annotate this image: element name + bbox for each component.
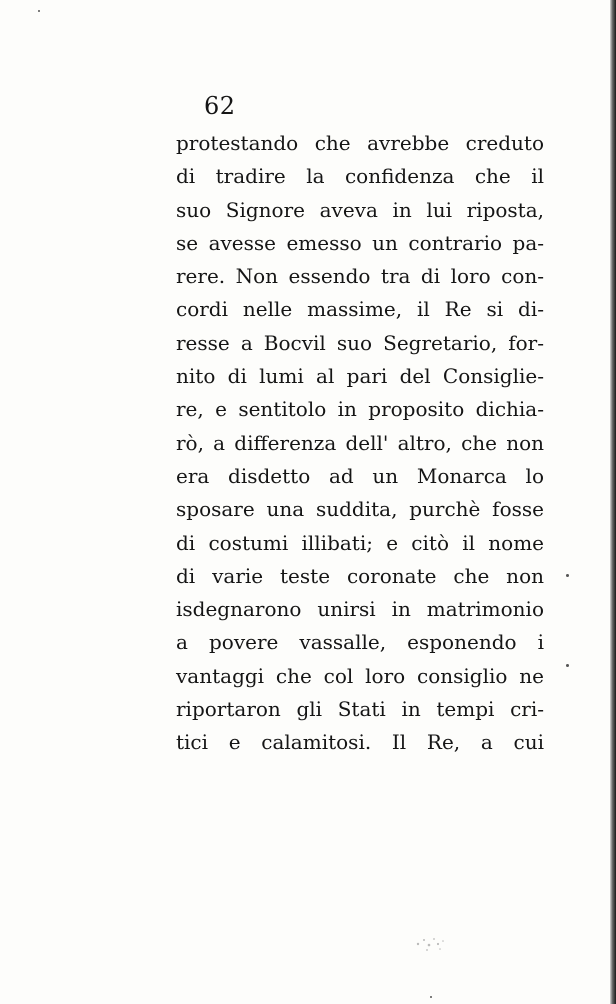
text-line: a povere vassalle, esponendo i bbox=[176, 630, 544, 655]
text-line: resse a Bocvil suo Segretario, for- bbox=[176, 330, 544, 355]
text-line: di costumi illibati; e citò il nome bbox=[176, 530, 544, 555]
paper-smudge bbox=[410, 930, 456, 956]
text-line: sposare una suddita, purchè fosse bbox=[176, 497, 544, 522]
ink-speck bbox=[566, 574, 569, 577]
page-edge-shadow bbox=[610, 0, 616, 1004]
ink-speck bbox=[566, 664, 569, 667]
text-line: di varie teste coronate che non bbox=[176, 563, 544, 588]
text-line: vantaggi che col loro consiglio ne bbox=[176, 663, 544, 688]
text-line: nito di lumi al pari del Consiglie- bbox=[176, 364, 544, 389]
text-line: di tradire la confidenza che il bbox=[176, 164, 544, 189]
text-line: protestando che avrebbe creduto bbox=[176, 131, 544, 155]
ink-speck bbox=[430, 996, 432, 998]
text-line: rò, a differenza dell' altro, che non bbox=[176, 430, 544, 455]
text-line: rere. Non essendo tra di loro con- bbox=[176, 264, 544, 289]
text-line: isdegnarono unirsi in matrimonio bbox=[176, 597, 544, 622]
text-line: riportaron gli Stati in tempi cri- bbox=[176, 697, 544, 722]
ink-speck bbox=[38, 10, 40, 12]
body-text bbox=[176, 127, 544, 760]
text-line: suo Signore aveva in lui riposta, bbox=[176, 197, 544, 222]
page-number: 62 bbox=[204, 92, 236, 120]
text-line: tici e calamitosi. Il Re, a cui bbox=[176, 730, 544, 755]
text-line: se avesse emesso un contrario pa- bbox=[176, 230, 544, 255]
text-line: re, e sentitolo in proposito dichia- bbox=[176, 397, 544, 422]
text-line: era disdetto ad un Monarca lo bbox=[176, 463, 544, 488]
text-line: cordi nelle massime, il Re si di- bbox=[176, 297, 544, 322]
